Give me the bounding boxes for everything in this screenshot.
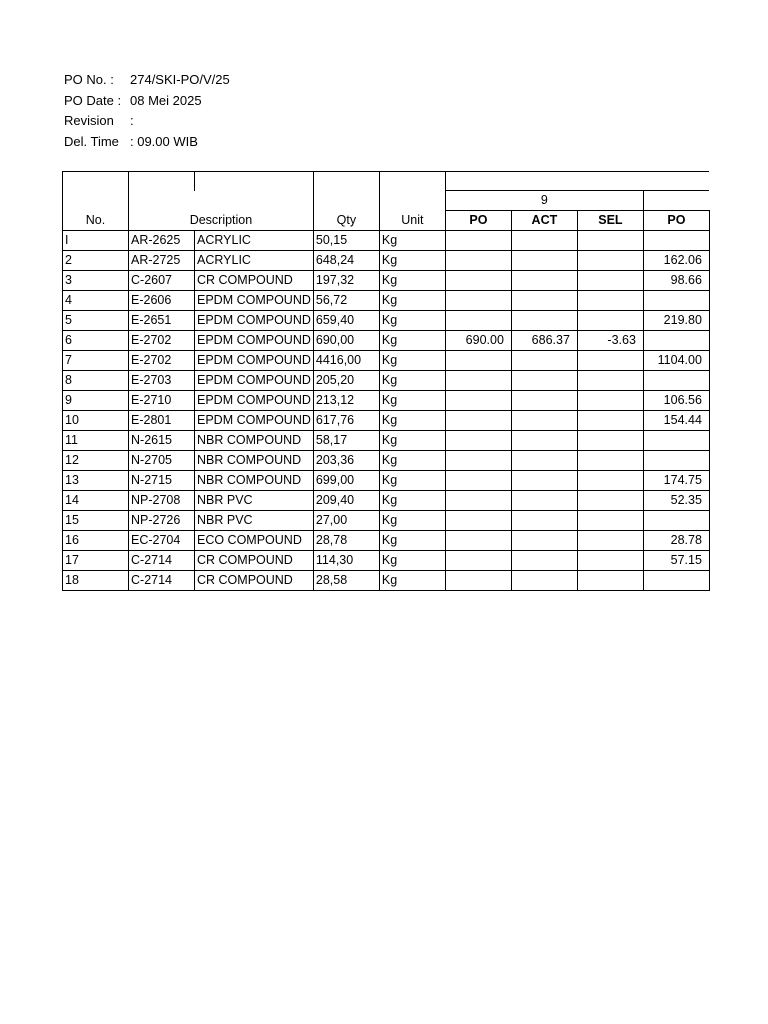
po-date-row [64, 91, 230, 112]
item-qty: 617,76 [313, 411, 379, 431]
table-row [63, 231, 710, 251]
header-spacer-group [445, 172, 709, 191]
item-no: 12 [63, 451, 129, 471]
table-row [63, 471, 710, 491]
item-po-next: 162.06 [643, 251, 709, 271]
item-code: E-2702 [129, 331, 195, 351]
po-number-row [64, 70, 230, 91]
item-qty: 205,20 [313, 371, 379, 391]
item-no: 15 [63, 511, 129, 531]
item-unit: Kg [379, 471, 445, 491]
header-spacer-code [129, 172, 195, 191]
table-row [63, 251, 710, 271]
item-sel [577, 391, 643, 411]
item-description: EPDM COMPOUND [195, 351, 314, 371]
item-code: N-2615 [129, 431, 195, 451]
column-header-qty: Qty [313, 191, 379, 231]
item-unit: Kg [379, 431, 445, 451]
item-qty: 28,58 [313, 571, 379, 591]
item-sel [577, 471, 643, 491]
table-row [63, 511, 710, 531]
item-po-next: 1104.00 [643, 351, 709, 371]
item-description: CR COMPOUND [195, 571, 314, 591]
item-act [511, 551, 577, 571]
item-no: 14 [63, 491, 129, 511]
item-po [445, 491, 511, 511]
item-po-next: 219.80 [643, 311, 709, 331]
item-unit: Kg [379, 251, 445, 271]
subheader-po-next: PO [643, 211, 709, 231]
item-act [511, 391, 577, 411]
item-qty: 699,00 [313, 471, 379, 491]
item-po [445, 291, 511, 311]
item-code: C-2714 [129, 551, 195, 571]
item-code: E-2606 [129, 291, 195, 311]
po-number-value: 274/SKI-PO/V/25 [130, 72, 230, 87]
item-po-next: 154.44 [643, 411, 709, 431]
table-row [63, 411, 710, 431]
item-qty: 209,40 [313, 491, 379, 511]
item-unit: Kg [379, 371, 445, 391]
item-description: ECO COMPOUND [195, 531, 314, 551]
item-po-next: 52.35 [643, 491, 709, 511]
item-act: 686.37 [511, 331, 577, 351]
table-row [63, 271, 710, 291]
table-row [63, 331, 710, 351]
header-spacer-unit [379, 172, 445, 191]
table-row [63, 491, 710, 511]
item-unit: Kg [379, 291, 445, 311]
item-unit: Kg [379, 551, 445, 571]
header-spacer-qty [313, 172, 379, 191]
item-description: CR COMPOUND [195, 551, 314, 571]
item-po [445, 311, 511, 331]
revision-label: Revision [64, 113, 114, 128]
item-po [445, 371, 511, 391]
items-table [62, 171, 710, 591]
item-description: NBR COMPOUND [195, 431, 314, 451]
table-row [63, 371, 710, 391]
item-unit: Kg [379, 571, 445, 591]
po-header [64, 70, 230, 152]
item-code: AR-2725 [129, 251, 195, 271]
item-description: ACRYLIC [195, 231, 314, 251]
item-po [445, 571, 511, 591]
item-po-next: 28.78 [643, 531, 709, 551]
item-sel [577, 371, 643, 391]
item-po-next [643, 331, 709, 351]
item-po [445, 531, 511, 551]
subheader-act: ACT [511, 211, 577, 231]
item-act [511, 271, 577, 291]
item-qty: 690,00 [313, 331, 379, 351]
table-row [63, 571, 710, 591]
item-qty: 648,24 [313, 251, 379, 271]
item-act [511, 291, 577, 311]
item-po [445, 431, 511, 451]
item-no: 9 [63, 391, 129, 411]
item-qty: 27,00 [313, 511, 379, 531]
group-header-9: 9 [445, 191, 643, 211]
item-description: ACRYLIC [195, 251, 314, 271]
item-qty: 56,72 [313, 291, 379, 311]
item-no: 16 [63, 531, 129, 551]
item-po: 690.00 [445, 331, 511, 351]
table-row [63, 451, 710, 471]
item-act [511, 531, 577, 551]
item-no: 13 [63, 471, 129, 491]
item-po [445, 231, 511, 251]
item-po-next [643, 371, 709, 391]
column-header-unit: Unit [379, 191, 445, 231]
item-po-next [643, 511, 709, 531]
item-unit: Kg [379, 331, 445, 351]
item-qty: 203,36 [313, 451, 379, 471]
item-no: 4 [63, 291, 129, 311]
item-code: AR-2625 [129, 231, 195, 251]
item-code: E-2703 [129, 371, 195, 391]
group-header-next [643, 191, 709, 211]
item-act [511, 351, 577, 371]
item-description: EPDM COMPOUND [195, 311, 314, 331]
item-code: NP-2708 [129, 491, 195, 511]
item-sel [577, 551, 643, 571]
item-no: 11 [63, 431, 129, 451]
table-row [63, 551, 710, 571]
item-act [511, 311, 577, 331]
item-sel [577, 231, 643, 251]
item-no: 7 [63, 351, 129, 371]
table-header-row-2 [63, 191, 710, 211]
table-row [63, 531, 710, 551]
item-sel [577, 431, 643, 451]
revision-value: : [130, 113, 134, 128]
delivery-time-row [64, 132, 230, 153]
item-sel [577, 451, 643, 471]
item-unit: Kg [379, 491, 445, 511]
item-po [445, 271, 511, 291]
item-code: E-2710 [129, 391, 195, 411]
item-po-next: 98.66 [643, 271, 709, 291]
item-act [511, 471, 577, 491]
subheader-po: PO [445, 211, 511, 231]
item-no: I [63, 231, 129, 251]
item-act [511, 451, 577, 471]
item-qty: 58,17 [313, 431, 379, 451]
item-description: NBR PVC [195, 511, 314, 531]
item-act [511, 511, 577, 531]
item-no: 18 [63, 571, 129, 591]
item-description: EPDM COMPOUND [195, 291, 314, 311]
item-description: EPDM COMPOUND [195, 371, 314, 391]
header-spacer-desc [195, 172, 314, 191]
item-sel [577, 411, 643, 431]
item-description: NBR PVC [195, 491, 314, 511]
item-unit: Kg [379, 411, 445, 431]
item-unit: Kg [379, 351, 445, 371]
item-qty: 50,15 [313, 231, 379, 251]
po-date-value: 08 Mei 2025 [130, 92, 202, 108]
item-sel: -3.63 [577, 331, 643, 351]
item-sel [577, 271, 643, 291]
item-po-next: 106.56 [643, 391, 709, 411]
item-code: E-2702 [129, 351, 195, 371]
item-sel [577, 311, 643, 331]
item-description: NBR COMPOUND [195, 471, 314, 491]
table-row [63, 311, 710, 331]
column-header-description: Description [129, 191, 314, 231]
revision-row [64, 111, 230, 132]
item-description: EPDM COMPOUND [195, 411, 314, 431]
header-spacer-no [63, 172, 129, 191]
item-no: 10 [63, 411, 129, 431]
item-unit: Kg [379, 271, 445, 291]
item-po [445, 351, 511, 371]
delivery-time-label: Del. Time [64, 133, 119, 149]
column-header-no: No. [63, 191, 129, 231]
item-unit: Kg [379, 391, 445, 411]
item-po-next [643, 231, 709, 251]
item-no: 6 [63, 331, 129, 351]
item-sel [577, 491, 643, 511]
item-code: C-2607 [129, 271, 195, 291]
item-no: 8 [63, 371, 129, 391]
po-number-label: PO No. : [64, 72, 114, 87]
item-act [511, 411, 577, 431]
item-sel [577, 251, 643, 271]
item-qty: 659,40 [313, 311, 379, 331]
item-po-next: 57.15 [643, 551, 709, 571]
item-act [511, 431, 577, 451]
item-act [511, 251, 577, 271]
item-qty: 4416,00 [313, 351, 379, 371]
item-description: CR COMPOUND [195, 271, 314, 291]
item-qty: 114,30 [313, 551, 379, 571]
item-po [445, 471, 511, 491]
item-po [445, 411, 511, 431]
item-sel [577, 511, 643, 531]
item-code: NP-2726 [129, 511, 195, 531]
item-po-next [643, 291, 709, 311]
item-act [511, 371, 577, 391]
item-no: 3 [63, 271, 129, 291]
item-unit: Kg [379, 231, 445, 251]
item-qty: 213,12 [313, 391, 379, 411]
item-po-next: 174.75 [643, 471, 709, 491]
item-act [511, 571, 577, 591]
item-po [445, 451, 511, 471]
table-row [63, 291, 710, 311]
item-po [445, 391, 511, 411]
item-act [511, 491, 577, 511]
item-no: 5 [63, 311, 129, 331]
item-sel [577, 291, 643, 311]
item-code: N-2705 [129, 451, 195, 471]
delivery-time-value: : 09.00 WIB [130, 133, 198, 149]
item-description: EPDM COMPOUND [195, 391, 314, 411]
item-code: E-2801 [129, 411, 195, 431]
table-row [63, 431, 710, 451]
item-po-next [643, 571, 709, 591]
po-date-label: PO Date : [64, 92, 122, 108]
item-no: 2 [63, 251, 129, 271]
item-po [445, 251, 511, 271]
item-unit: Kg [379, 451, 445, 471]
item-qty: 28,78 [313, 531, 379, 551]
item-code: N-2715 [129, 471, 195, 491]
table-header-row-1 [63, 172, 710, 191]
item-sel [577, 531, 643, 551]
item-unit: Kg [379, 311, 445, 331]
item-po-next [643, 431, 709, 451]
item-code: C-2714 [129, 571, 195, 591]
item-sel [577, 351, 643, 371]
item-description: NBR COMPOUND [195, 451, 314, 471]
item-code: EC-2704 [129, 531, 195, 551]
item-unit: Kg [379, 511, 445, 531]
item-no: 17 [63, 551, 129, 571]
item-po [445, 511, 511, 531]
item-unit: Kg [379, 531, 445, 551]
item-po-next [643, 451, 709, 471]
item-code: E-2651 [129, 311, 195, 331]
subheader-sel: SEL [577, 211, 643, 231]
item-po [445, 551, 511, 571]
item-act [511, 231, 577, 251]
item-qty: 197,32 [313, 271, 379, 291]
table-row [63, 351, 710, 371]
item-description: EPDM COMPOUND [195, 331, 314, 351]
item-sel [577, 571, 643, 591]
table-row [63, 391, 710, 411]
